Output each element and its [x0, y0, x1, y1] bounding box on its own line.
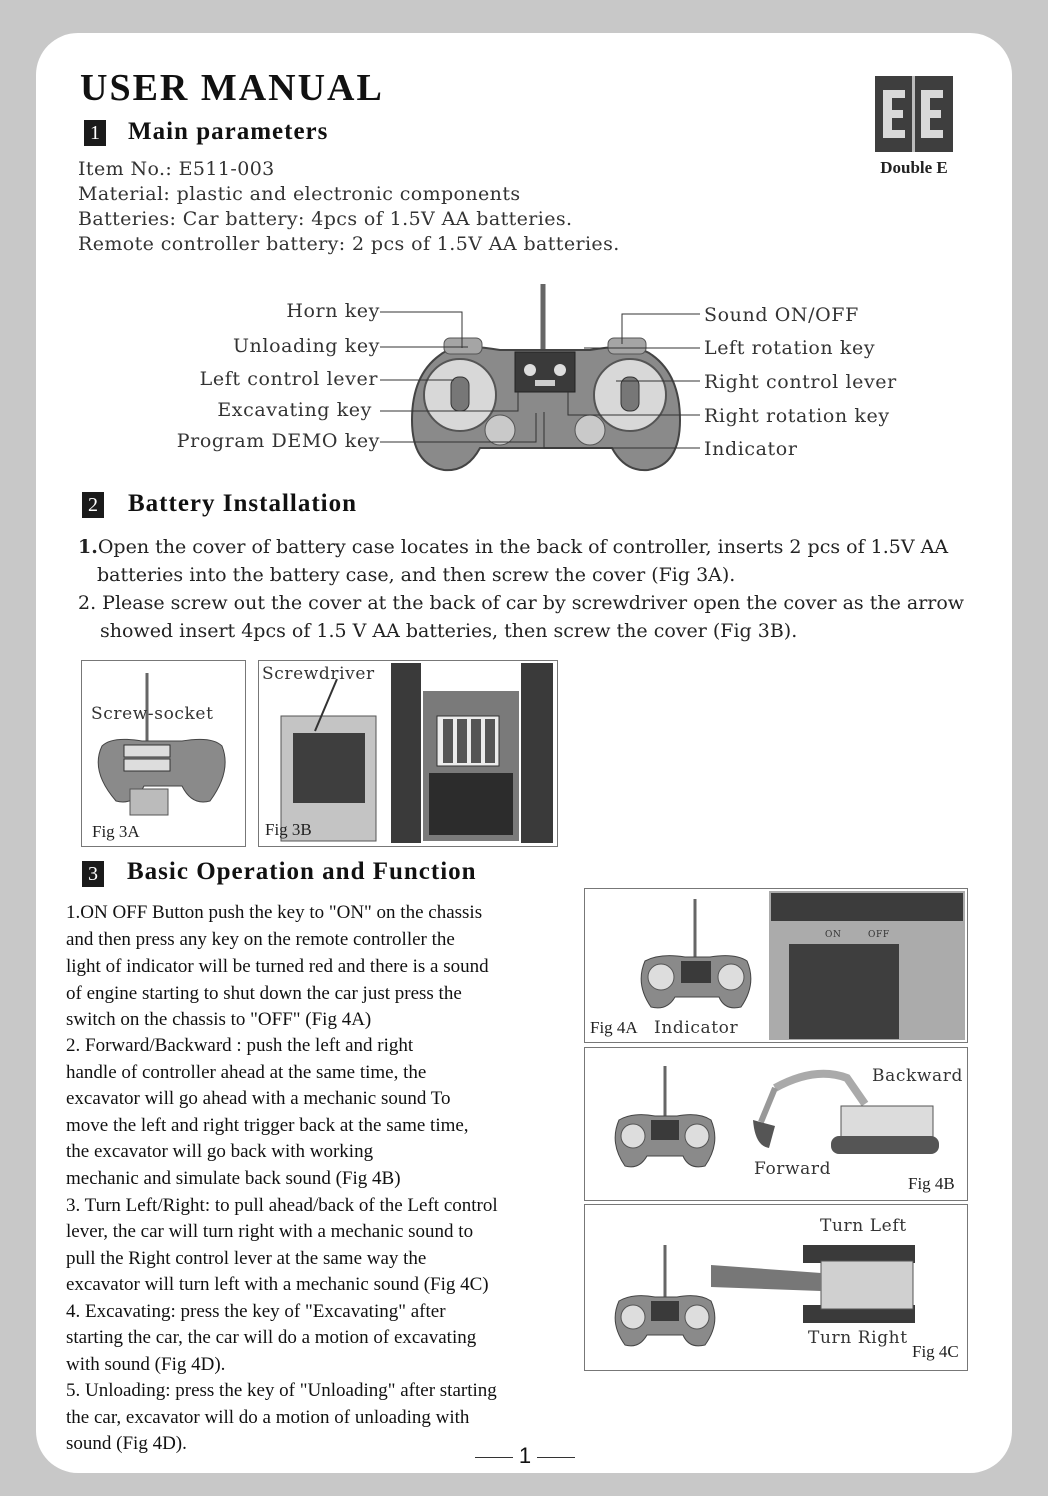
battery-step-2-number: 2. — [78, 592, 97, 614]
op-line-18: with sound (Fig 4D). — [66, 1354, 226, 1375]
battery-step-1-text: Open the cover of battery case locates in the back of controller, inserts 2 pcs of 1.5V AA — [97, 536, 949, 558]
param-item-no: Item No.: E511-003 — [78, 158, 275, 180]
op-line-13: lever, the car will turn right with a mechanic sound to — [66, 1221, 474, 1242]
car-battery-compartment-image — [259, 661, 557, 846]
battery-step-1-cont: batteries into the battery case, and then screw the cover (Fig 3A). — [97, 564, 736, 586]
op-line-12: 3. Turn Left/Right: to pull ahead/back of the Left control — [66, 1195, 498, 1216]
section-2-title: Battery Installation — [128, 490, 358, 517]
op-line-17: starting the car, the car will do a motion of excavating — [66, 1327, 477, 1348]
param-car-battery: Batteries: Car battery: 4pcs of 1.5V AA batteries. — [78, 208, 573, 230]
op-line-15: excavator will turn left with a mechanic sound (Fig 4C) — [66, 1274, 489, 1295]
op-line-9: move the left and right trigger back at the same time, — [66, 1115, 469, 1136]
page-number — [470, 1443, 580, 1469]
op-line-4: of engine starting to shut down the car just press the — [66, 983, 462, 1004]
op-line-6: 2. Forward/Backward : push the left and right — [66, 1035, 414, 1056]
figure-4a — [584, 888, 968, 1043]
op-line-19: 5. Unloading: press the key of "Unloading" after starting — [66, 1380, 497, 1401]
label-left-rotation-key: Left rotation key — [704, 337, 876, 359]
figure-3a — [81, 660, 246, 847]
double-e-logo — [875, 76, 953, 152]
op-line-2: and then press any key on the remote controller the — [66, 929, 455, 950]
label-excavating-key: Excavating key — [217, 399, 372, 421]
battery-step-2 — [78, 592, 964, 614]
section-1-number: 1 — [84, 120, 106, 146]
op-line-3: light of indicator will be turned red and there is a sound — [66, 956, 489, 977]
op-line-16: 4. Excavating: press the key of "Excavating" after — [66, 1301, 446, 1322]
op-line-5: switch on the chassis to "OFF" (Fig 4A) — [66, 1009, 372, 1030]
label-program-demo-key: Program DEMO key — [176, 430, 380, 452]
op-line-8: excavator will go ahead with a mechanic sound To — [66, 1088, 451, 1109]
op-line-10: the excavator will go back with working — [66, 1141, 374, 1162]
battery-step-2-cont: showed insert 4pcs of 1.5 V AA batteries, then screw the cover (Fig 3B). — [100, 620, 798, 642]
battery-step-1-number: 1. — [78, 536, 98, 558]
logo-mark-icon — [875, 76, 953, 152]
label-right-rotation-key: Right rotation key — [704, 405, 890, 427]
fig-3b-label: Fig 3B — [265, 820, 312, 839]
fig-4b-backward: Backward — [872, 1066, 963, 1086]
section-1-title: Main parameters — [128, 118, 329, 145]
fig-4c-turn-left: Turn Left — [820, 1216, 907, 1236]
fig-4c-label: Fig 4C — [912, 1342, 959, 1361]
label-horn-key: Horn key — [286, 300, 380, 322]
label-indicator: Indicator — [704, 438, 798, 460]
section-3-number: 3 — [82, 861, 104, 887]
section-2-number: 2 — [82, 492, 104, 518]
power-switch-image — [585, 889, 967, 1042]
page-number-text: 1 — [518, 1443, 532, 1468]
page-title: USER MANUAL — [80, 67, 384, 109]
battery-step-2-text: Please screw out the cover at the back of car by screwdriver open the cover as the arrow — [96, 592, 965, 614]
fig-4a-label: Fig 4A — [590, 1018, 638, 1037]
op-line-14: pull the Right control lever at the same way the — [66, 1248, 427, 1269]
param-material: Material: plastic and electronic components — [78, 183, 521, 205]
fig-4c-turn-right: Turn Right — [808, 1328, 908, 1348]
fig-4a-on-label: ON — [825, 930, 842, 940]
footer-rule-right — [537, 1457, 575, 1458]
op-line-11: mechanic and simulate back sound (Fig 4B) — [66, 1168, 401, 1189]
fig-4a-off-label: OFF — [868, 930, 890, 940]
controller-callout-lines — [370, 300, 710, 470]
controller-open-battery-image — [82, 661, 245, 846]
op-line-21: sound (Fig 4D). — [66, 1433, 187, 1454]
fig-3a-label: Fig 3A — [92, 822, 140, 841]
section-3-title: Basic Operation and Function — [127, 858, 477, 885]
label-left-control-lever: Left control lever — [199, 368, 378, 390]
battery-step-1 — [78, 536, 948, 558]
fig-4a-callout: Indicator — [654, 1018, 739, 1038]
figure-3b — [258, 660, 558, 847]
label-right-control-lever: Right control lever — [704, 371, 897, 393]
label-sound-on-off: Sound ON/OFF — [704, 304, 859, 326]
fig-3b-callout: Screwdriver — [262, 664, 375, 684]
logo-text: Double E — [880, 158, 948, 177]
op-line-7: handle of controller ahead at the same time, the — [66, 1062, 427, 1083]
op-line-1: 1.ON OFF Button push the key to "ON" on the chassis — [66, 902, 483, 923]
turn-left-right-image — [585, 1205, 967, 1370]
label-unloading-key: Unloading key — [232, 335, 380, 357]
fig-3a-callout: Screw-socket — [91, 704, 214, 724]
fig-4b-label: Fig 4B — [908, 1174, 955, 1193]
footer-rule-left — [475, 1457, 513, 1458]
param-remote-battery: Remote controller battery: 2 pcs of 1.5V AA batteries. — [78, 233, 620, 255]
op-line-20: the car, excavator will do a motion of unloading with — [66, 1407, 470, 1428]
figure-4c — [584, 1204, 968, 1371]
fig-4b-forward: Forward — [754, 1159, 832, 1179]
